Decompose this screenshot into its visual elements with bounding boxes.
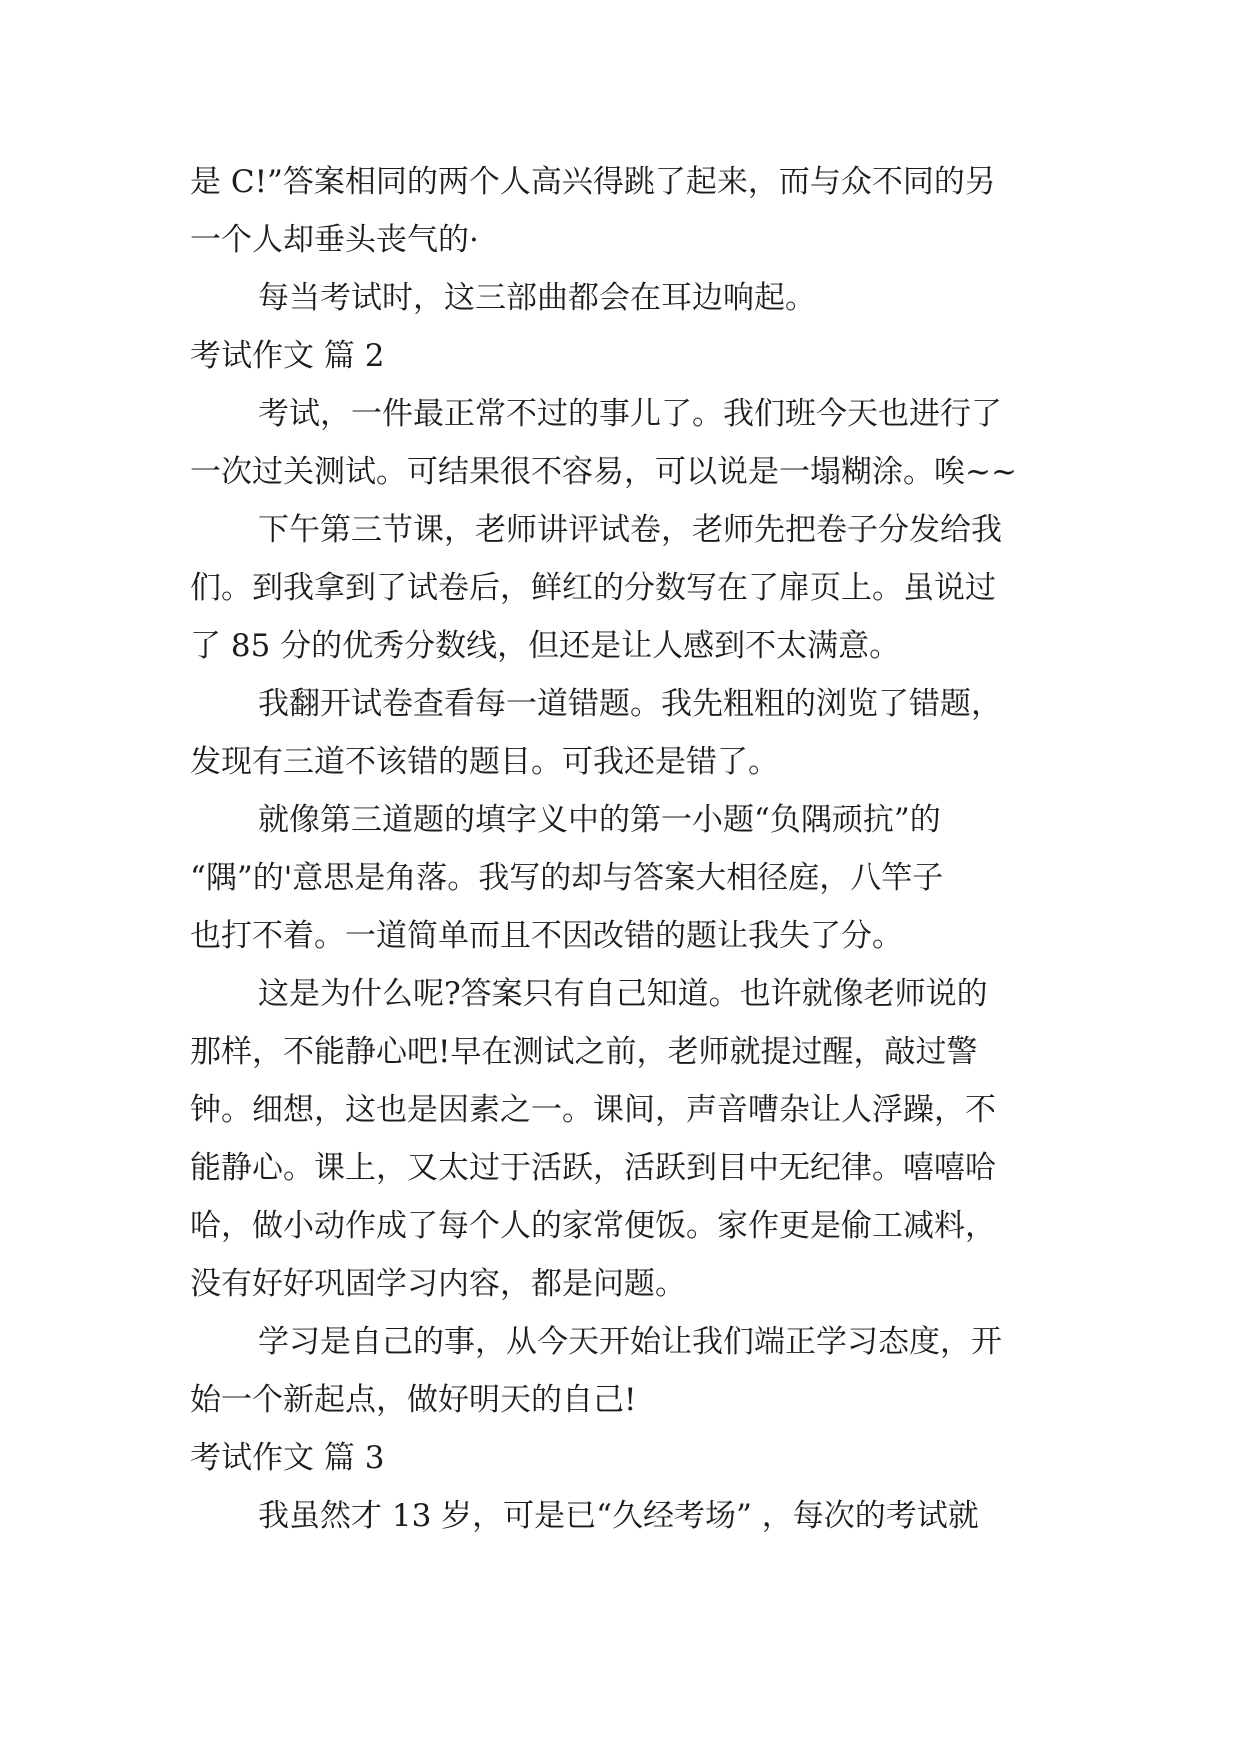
text-line: 学习是自己的事，从今天开始让我们端正学习态度，开 (258, 1324, 1002, 1360)
text-line: 一个人却垂头丧气的· (190, 222, 479, 258)
text-line: “隅”的'意思是角落。我写的却与答案大相径庭，八竿子 (190, 860, 944, 896)
text-line: 我翻开试卷查看每一道错题。我先粗粗的浏览了错题， (258, 686, 1002, 722)
text-line: 钟。细想，这也是因素之一。课间，声音嘈杂让人浮躁，不 (190, 1092, 996, 1128)
text-line: 每当考试时，这三部曲都会在耳边响起。 (258, 280, 816, 316)
text-line: 发现有三道不该错的题目。可我还是错了。 (190, 744, 779, 780)
text-line: 也打不着。一道简单而且不因改错的题让我失了分。 (190, 918, 903, 954)
text-line: 下午第三节课，老师讲评试卷，老师先把卷子分发给我 (258, 512, 1002, 548)
text-line: 就像第三道题的填字义中的第一小题“负隅顽抗”的 (258, 802, 941, 838)
text-line: 始一个新起点，做好明天的自己! (190, 1382, 637, 1418)
text-line: 能静心。课上，又太过于活跃，活跃到目中无纪律。嘻嘻哈 (190, 1150, 996, 1186)
text-line: 了 85 分的优秀分数线，但还是让人感到不太满意。 (190, 628, 901, 664)
text-line: 们。到我拿到了试卷后，鲜红的分数写在了扉页上。虽说过 (190, 570, 996, 606)
text-line: 考试，一件最正常不过的事儿了。我们班今天也进行了 (258, 396, 1002, 432)
text-line: 没有好好巩固学习内容，都是问题。 (190, 1266, 686, 1302)
text-line: 我虽然才 13 岁，可是已“久经考场” ，每次的考试就 (258, 1498, 979, 1534)
text-line: 那样，不能静心吧!早在测试之前，老师就提过醒，敲过警 (190, 1034, 978, 1070)
section-heading: 考试作文 篇 3 (190, 1440, 385, 1476)
text-line: 哈，做小动作成了每个人的家常便饭。家作更是偷工减料， (190, 1208, 996, 1244)
text-line: 是 C!”答案相同的两个人高兴得跳了起来，而与众不同的另 (190, 164, 996, 200)
text-line: 这是为什么呢?答案只有自己知道。也许就像老师说的 (258, 976, 988, 1012)
section-heading: 考试作文 篇 2 (190, 338, 385, 374)
text-line: 一次过关测试。可结果很不容易，可以说是一塌糊涂。唉~~ (190, 454, 1017, 490)
